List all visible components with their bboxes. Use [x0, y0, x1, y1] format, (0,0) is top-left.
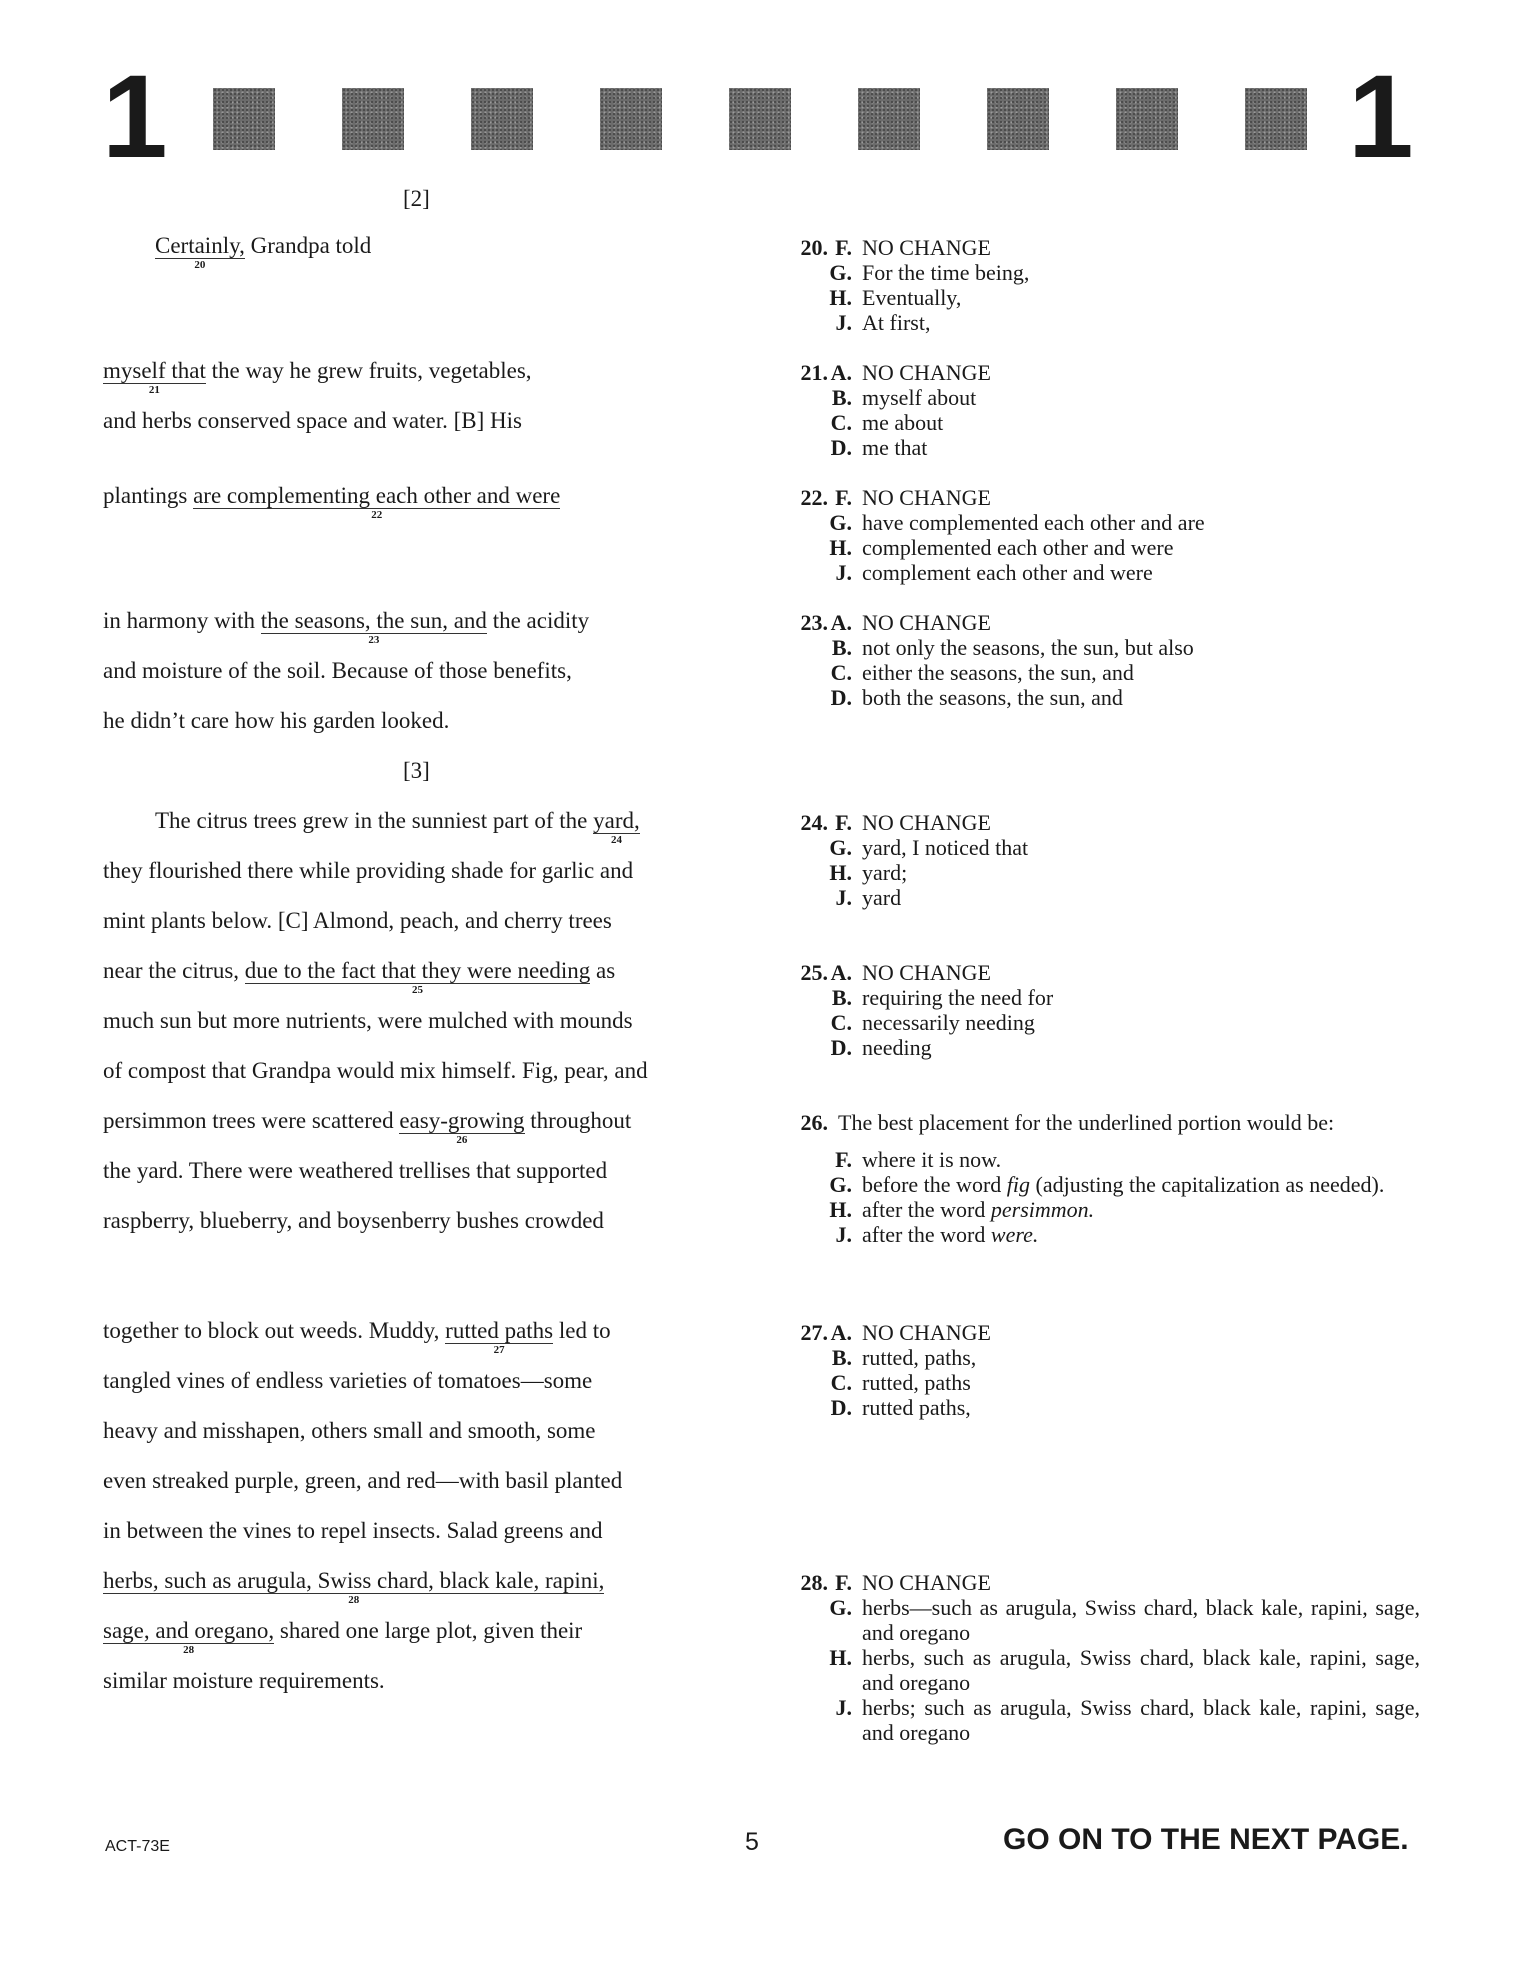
next-page-notice: GO ON TO THE NEXT PAGE.: [1003, 1823, 1409, 1856]
question-stem: The best placement for the underlined portion would be:: [838, 1110, 1335, 1135]
passage-line: and moisture of the soil. Because of those benefits,: [103, 658, 572, 683]
underlined-portion: due to the fact that they were needing 25: [244, 958, 591, 997]
passage-line: Certainly, 20 Grandpa told: [155, 233, 372, 272]
answer-option[interactable]: J.: [835, 560, 852, 585]
section-number-right: 1: [1348, 51, 1414, 183]
passage-line: [103, 1568, 605, 1607]
underlined-portion: yard, 24: [593, 808, 640, 847]
answer-option[interactable]: C.: [830, 1370, 852, 1395]
answer-option[interactable]: A.: [830, 610, 852, 635]
underlined-portion: herbs, such as arugula, Swiss chard, black kale, rapini, 28: [103, 1568, 605, 1607]
passage-line: similar moisture requirements.: [103, 1668, 385, 1693]
passage-line: near the citrus, due to the fact that they were needing 25 as: [103, 958, 616, 997]
question-28: 28. F. NO CHANGE G. herbs—such as arugula, Swiss chard, black kale, rapini, sage, and oregano H. herbs, such as arugula, Swiss chard, black kale, rapini, sage, and oregano J. herbs; such as arugula, Swiss chard, black kale, rapini, sage, and oregano: [800, 1570, 1420, 1745]
answer-option[interactable]: F.: [835, 235, 852, 260]
answer-option[interactable]: D.: [830, 685, 852, 710]
answer-option[interactable]: A.: [830, 360, 852, 385]
answer-option[interactable]: C.: [830, 660, 852, 685]
header-block: [858, 88, 920, 150]
answer-option[interactable]: D.: [830, 435, 852, 460]
passage-line: persimmon trees were scattered easy-growing 26 throughout: [103, 1108, 632, 1147]
answer-option[interactable]: H.: [829, 535, 852, 560]
answer-option[interactable]: J.: [835, 310, 852, 335]
answer-option[interactable]: J.: [835, 885, 852, 910]
header-block: [342, 88, 404, 150]
passage-line: The citrus trees grew in the sunniest part of the yard, 24: [155, 808, 640, 847]
answer-option[interactable]: H.: [829, 285, 852, 310]
answer-option[interactable]: B.: [831, 635, 852, 660]
header-block: [987, 88, 1049, 150]
passage-line: even streaked purple, green, and red—with basil planted: [103, 1468, 623, 1493]
passage-line: mint plants below. [C] Almond, peach, and cherry trees: [103, 908, 612, 933]
page-number: 5: [745, 1828, 759, 1856]
passage-line: heavy and misshapen, others small and smooth, some: [103, 1418, 596, 1443]
passage-line: much sun but more nutrients, were mulched with mounds: [103, 1008, 633, 1033]
answer-option[interactable]: D.: [830, 1395, 852, 1420]
answer-option[interactable]: B.: [831, 385, 852, 410]
passage-line: of compost that Grandpa would mix himself. Fig, pear, and: [103, 1058, 648, 1083]
answer-option[interactable]: H.: [829, 1197, 852, 1222]
answer-option[interactable]: G.: [829, 510, 852, 535]
header-block: [471, 88, 533, 150]
answer-option[interactable]: G.: [829, 1595, 852, 1620]
passage-line: and herbs conserved space and water. [B] His: [103, 408, 522, 433]
underlined-portion: rutted paths 27: [445, 1318, 554, 1357]
answer-option[interactable]: F.: [835, 1147, 852, 1172]
underlined-portion: sage, and oregano, 28: [103, 1618, 275, 1657]
answer-option[interactable]: A.: [830, 1320, 852, 1345]
answer-option[interactable]: J.: [835, 1695, 852, 1720]
answer-option[interactable]: J.: [835, 1222, 852, 1247]
answer-option[interactable]: B.: [831, 1345, 852, 1370]
answer-option[interactable]: G.: [829, 835, 852, 860]
question-26: 26. The best placement for the underlined portion would be: F. where it is now. G. before the word fig (adjusting the capitalization as needed). H. after the word persimmon. J. after the word were.: [780, 1110, 1420, 1247]
passage-line: tangled vines of endless varieties of tomatoes—some: [103, 1368, 593, 1393]
answer-option[interactable]: H.: [829, 1645, 852, 1670]
question-27: 27. A. NO CHANGE B. rutted, paths, C. rutted, paths D. rutted paths,: [800, 1320, 991, 1420]
paragraph-label: [3]: [403, 758, 430, 783]
answer-option[interactable]: F.: [835, 810, 852, 835]
answer-option[interactable]: G.: [829, 1172, 852, 1197]
header-block: [213, 88, 275, 150]
underlined-portion: easy-growing 26: [399, 1108, 525, 1147]
section-number-left: 1: [102, 51, 168, 183]
header-block: [1116, 88, 1178, 150]
answer-option[interactable]: G.: [829, 260, 852, 285]
answer-option[interactable]: F.: [835, 1570, 852, 1595]
underlined-portion: the seasons, the sun, and 23: [260, 608, 487, 647]
header-block: [1245, 88, 1307, 150]
underlined-portion: myself that 21: [103, 358, 206, 397]
answer-option[interactable]: F.: [835, 485, 852, 510]
header-block: [600, 88, 662, 150]
passage-line: myself that 21 the way he grew fruits, vegetables,: [103, 358, 532, 397]
answer-option[interactable]: D.: [830, 1035, 852, 1060]
passage-line: sage, and oregano, 28 shared one large plot, given their: [103, 1618, 583, 1657]
question-25: 25. A. NO CHANGE B. requiring the need for C. necessarily needing D. needing: [800, 960, 1054, 1060]
header-block: [729, 88, 791, 150]
passage-line: together to block out weeds. Muddy, rutted paths 27 led to: [103, 1318, 611, 1357]
question-24: 24. F. NO CHANGE G. yard, I noticed that H. yard; J. yard: [800, 810, 1029, 910]
question-22: 22. F. NO CHANGE G. have complemented each other and are H. complemented each other and were J. complement each other and were: [800, 485, 1205, 585]
answer-option[interactable]: C.: [830, 1010, 852, 1035]
underlined-portion: are complementing each other and were 22: [193, 483, 561, 522]
answer-option[interactable]: H.: [829, 860, 852, 885]
passage-line: the yard. There were weathered trellises that supported: [103, 1158, 608, 1183]
passage-line: they flourished there while providing shade for garlic and: [103, 858, 634, 883]
question-23: 23. A. NO CHANGE B. not only the seasons, the sun, but also C. either the seasons, the sun, and D. both the seasons, the sun, and: [800, 610, 1194, 710]
passage-line: raspberry, blueberry, and boysenberry bushes crowded: [103, 1208, 604, 1233]
underlined-portion: Certainly, 20: [155, 233, 245, 272]
answer-option[interactable]: A.: [830, 960, 852, 985]
passage-line: in between the vines to repel insects. Salad greens and: [103, 1518, 603, 1543]
passage-line: in harmony with the seasons, the sun, and 23 the acidity: [103, 608, 590, 647]
question-20: 20. F. NO CHANGE G. For the time being, H. Eventually, J. At first,: [800, 235, 1030, 335]
passage-line: plantings are complementing each other and were 22: [103, 483, 561, 522]
question-21: 21. A. NO CHANGE B. myself about C. me about D. me that: [800, 360, 991, 460]
answer-option[interactable]: C.: [830, 410, 852, 435]
answer-option[interactable]: B.: [831, 985, 852, 1010]
test-code: ACT-73E: [105, 1838, 170, 1855]
paragraph-label: [2]: [403, 186, 430, 211]
passage-line: he didn’t care how his garden looked.: [103, 708, 450, 733]
